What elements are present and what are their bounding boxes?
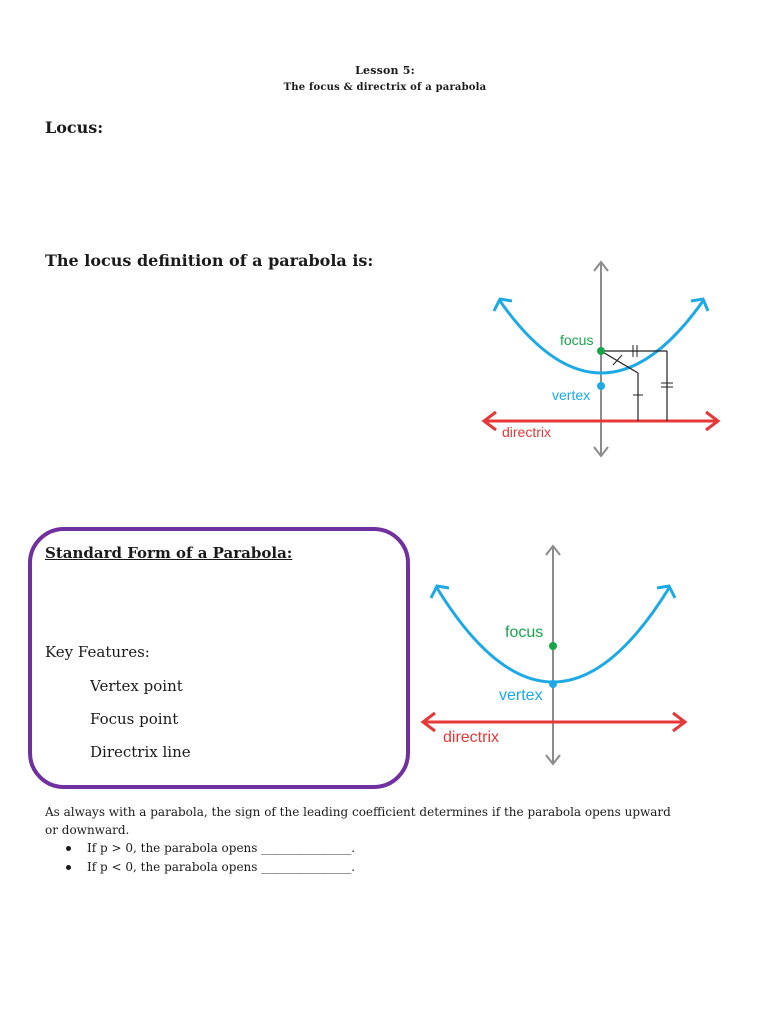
parabola-diagram-focus-directrix [470, 255, 730, 465]
list-item [66, 860, 355, 874]
leading-coefficient-paragraph: As always with a parabola, the sign of the leading coefficient determines if the parabola opens upward or downward. [45, 805, 671, 837]
bullet-icon [66, 846, 71, 851]
list-item [66, 841, 355, 855]
lesson-title: The focus & directrix of a parabola [283, 82, 487, 93]
bullet-text: If p > 0, the parabola opens _______________. [87, 841, 356, 855]
vertex-point [597, 382, 605, 390]
focus-point [549, 642, 557, 650]
feature-vertex: Vertex point [90, 677, 183, 695]
feature-focus: Focus point [90, 710, 179, 728]
vertex-label: vertex [552, 387, 591, 403]
feature-directrix: Directrix line [90, 743, 191, 761]
bullet-text: If p < 0, the parabola opens _______________. [87, 860, 356, 874]
lesson-number: Lesson 5: [355, 64, 415, 77]
directrix-label: directrix [502, 424, 552, 440]
vertex-point [549, 680, 557, 688]
key-features-heading: Key Features: [45, 643, 150, 661]
vertex-label: vertex [499, 687, 543, 704]
locus-definition-heading: The locus definition of a parabola is: [45, 251, 374, 270]
standard-form-heading: Standard Form of a Parabola: [45, 544, 293, 562]
focus-label: focus [560, 332, 594, 348]
directrix-label: directrix [443, 729, 500, 746]
bullet-icon [66, 865, 71, 870]
parabola-diagram-standard-form [415, 540, 695, 772]
focus-point [597, 347, 605, 355]
focus-label: focus [505, 624, 544, 641]
locus-heading: Locus: [45, 118, 104, 137]
